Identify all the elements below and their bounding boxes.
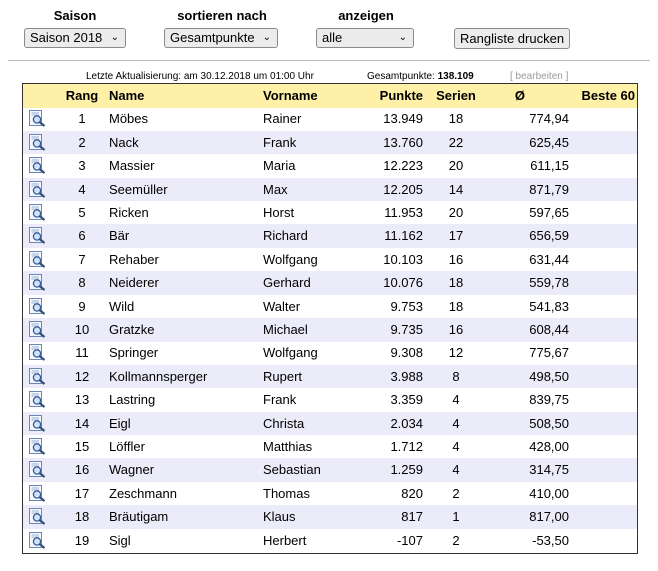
cell-punkte: 9.308 [390,345,423,361]
cell-rang: 4 [78,181,86,197]
cell-rang: 10 [74,322,90,337]
cell-serien: 1 [452,509,460,525]
header-rang: Rang [65,88,99,103]
cell-avg: 631,44 [529,251,569,267]
cell-punkte: 3.359 [390,392,423,408]
cell-vorname: Sebastian [263,462,321,478]
cell-avg: 428,00 [529,439,569,454]
cell-vorname: Rupert [263,368,303,384]
cell-vorname: Herbert [263,532,307,548]
saison-select-value: Saison 2018 [30,30,103,45]
cell-punkte: 11.953 [384,205,423,220]
cell-name: Möbes [109,111,149,127]
cell-rang: 11 [75,345,89,361]
cell-name: Löffler [109,439,145,454]
cell-vorname: Rainer [263,111,302,127]
table-row [23,201,637,225]
cell-serien: 4 [452,415,460,431]
chevron-down-icon: ⌄ [262,32,271,43]
magnifier-icon[interactable] [29,321,46,338]
cell-name: Eigl [109,415,131,431]
cell-avg: 314,75 [529,462,569,478]
cell-serien: 18 [448,111,464,127]
table-row [23,295,637,319]
table-row [23,529,637,553]
cell-name: Wild [109,298,135,314]
header-beste: Beste 60 [581,88,635,103]
magnifier-icon[interactable] [29,391,46,408]
table-row [23,505,637,529]
magnifier-icon[interactable] [29,532,46,549]
cell-serien: 20 [448,158,464,174]
cell-punkte: 817 [401,509,423,525]
cell-rang: 7 [78,251,86,267]
cell-serien: 2 [452,532,460,548]
cell-avg: 410,00 [529,485,569,501]
print-ranking-button[interactable]: Rangliste drucken [454,28,570,49]
cell-name: Seemüller [109,181,168,197]
cell-punkte: 13.949 [383,111,423,127]
table-row [23,435,637,459]
divider [8,60,650,61]
cell-serien: 14 [448,181,464,197]
cell-punkte: 12.223 [383,158,423,174]
cell-avg: -53,50 [532,532,569,548]
cell-name: Bär [109,228,130,244]
magnifier-icon[interactable] [29,461,46,478]
show-label: anzeigen [338,8,394,23]
saison-label: Saison [53,8,97,23]
cell-serien: 2 [452,485,460,501]
cell-serien: 16 [448,322,464,337]
header-name: Name [109,88,145,103]
cell-avg: 608,44 [529,322,569,337]
table-header [23,84,637,108]
total-points [367,71,474,82]
cell-rang: 1 [78,111,86,127]
cell-serien: 4 [452,439,460,454]
cell-rang: 15 [74,439,90,454]
cell-name: Nack [109,134,139,150]
cell-vorname: Gerhard [263,275,311,291]
magnifier-icon[interactable] [29,181,46,198]
cell-punkte: -107 [396,532,423,548]
cell-name: Zeschmann [109,485,177,501]
cell-punkte: 10.076 [383,275,423,291]
cell-vorname: Christa [263,415,305,431]
cell-vorname: Matthias [263,439,313,454]
cell-avg: 611,15 [530,158,569,174]
table-row [23,341,637,365]
cell-serien: 12 [448,345,464,361]
sort-select-value: Gesamtpunkte [170,30,255,45]
table-row [23,482,637,506]
cell-name: Neiderer [109,275,159,291]
header-vorname: Vorname [263,88,318,103]
cell-punkte: 12.205 [383,181,423,197]
cell-rang: 14 [74,415,90,431]
cell-avg: 774,94 [529,111,569,127]
total-points-label: Gesamtpunkte: [367,71,435,82]
cell-rang: 3 [78,158,86,174]
cell-name: Wagner [109,462,155,478]
cell-vorname: Klaus [263,509,296,525]
cell-name: Bräutigam [109,509,169,525]
magnifier-icon[interactable] [29,508,46,525]
cell-punkte: 11.162 [384,228,423,244]
cell-vorname: Max [263,181,288,197]
magnifier-icon[interactable] [29,227,46,244]
cell-vorname: Thomas [263,485,310,501]
cell-vorname: Wolfgang [263,251,318,267]
cell-punkte: 820 [401,485,423,501]
cell-rang: 17 [74,485,90,501]
table-row [23,271,637,295]
cell-rang: 13 [74,392,90,408]
cell-avg: 498,50 [529,368,569,384]
cell-vorname: Horst [263,205,295,220]
cell-punkte: 2.034 [390,415,423,431]
cell-vorname: Wolfgang [263,345,318,361]
cell-avg: 541,83 [529,298,569,314]
sort-select[interactable] [164,28,278,48]
cell-name: Massier [109,158,155,174]
magnifier-icon[interactable] [29,438,46,455]
cell-vorname: Michael [263,322,308,337]
cell-avg: 597,65 [529,205,569,220]
cell-avg: 508,50 [529,415,569,431]
cell-name: Gratzke [109,322,155,337]
magnifier-icon[interactable] [29,204,46,221]
magnifier-icon[interactable] [29,298,46,315]
table-row [23,154,637,178]
header-avg: Ø [514,88,525,103]
chevron-down-icon: ⌄ [110,32,119,43]
cell-name: Ricken [109,205,149,220]
cell-rang: 12 [74,368,90,384]
table-row [23,412,637,436]
cell-rang: 6 [78,228,86,244]
cell-vorname: Frank [263,134,297,150]
cell-name: Lastring [109,392,156,408]
cell-name: Springer [109,345,159,361]
sort-label: sortieren nach [177,8,267,23]
cell-serien: 4 [452,392,460,408]
table-row [23,248,637,272]
cell-avg: 559,78 [529,275,569,291]
cell-punkte: 13.760 [383,134,423,150]
cell-avg: 656,59 [529,228,569,244]
cell-rang: 18 [74,509,90,525]
cell-name: Rehaber [109,251,159,267]
cell-punkte: 3.988 [390,368,423,384]
magnifier-icon[interactable] [29,251,46,268]
cell-punkte: 1.712 [390,439,423,454]
table-row [23,458,637,482]
saison-select[interactable] [24,28,126,48]
cell-serien: 18 [448,275,464,291]
magnifier-icon[interactable] [29,368,46,385]
cell-serien: 4 [452,462,460,478]
cell-vorname: Maria [263,158,296,174]
cell-serien: 20 [448,205,464,220]
header-punkte: Punkte [379,88,423,103]
show-select[interactable] [316,28,414,48]
cell-name: Kollmannsperger [109,368,208,384]
magnifier-icon[interactable] [29,485,46,502]
table-row [23,178,637,202]
show-select-value: alle [322,30,343,45]
cell-punkte: 9.735 [390,322,423,337]
table-row [23,131,637,155]
ranking-table [22,83,638,554]
cell-avg: 871,79 [529,181,569,197]
cell-rang: 19 [74,532,90,548]
cell-rang: 8 [78,275,86,291]
cell-serien: 22 [448,134,464,150]
table-row [23,318,637,342]
table-row [23,388,637,412]
cell-serien: 16 [448,251,464,267]
cell-punkte: 10.103 [383,251,423,267]
cell-serien: 18 [448,298,464,314]
header-serien: Serien [436,88,476,103]
table-row [23,224,637,248]
total-points-value: 138.109 [437,71,474,82]
edit-link[interactable]: [ bearbeiten ] [510,71,569,82]
cell-rang: 16 [74,462,90,478]
magnifier-icon[interactable] [29,274,46,291]
cell-avg: 625,45 [529,134,569,150]
table-row [23,107,637,131]
cell-serien: 8 [452,368,460,384]
cell-serien: 17 [448,228,464,244]
cell-avg: 775,67 [529,345,569,361]
cell-avg: 839,75 [529,392,569,408]
cell-rang: 5 [78,205,86,220]
cell-rang: 2 [78,134,86,150]
cell-vorname: Frank [263,392,297,408]
magnifier-icon[interactable] [29,134,46,151]
magnifier-icon[interactable] [29,157,46,174]
cell-punkte: 1.259 [390,462,423,478]
cell-punkte: 9.753 [390,298,423,314]
cell-vorname: Walter [263,298,301,314]
cell-rang: 9 [78,298,86,314]
cell-vorname: Richard [263,228,308,244]
magnifier-icon[interactable] [29,415,46,432]
cell-name: Sigl [109,532,131,548]
last-update: Letzte Aktualisierung: am 30.12.2018 um 01:00 Uhr [86,71,314,82]
magnifier-icon[interactable] [29,344,46,361]
chevron-down-icon: ⌄ [398,32,407,43]
magnifier-icon[interactable] [29,110,46,127]
table-row [23,365,637,389]
cell-avg: 817,00 [529,509,569,525]
